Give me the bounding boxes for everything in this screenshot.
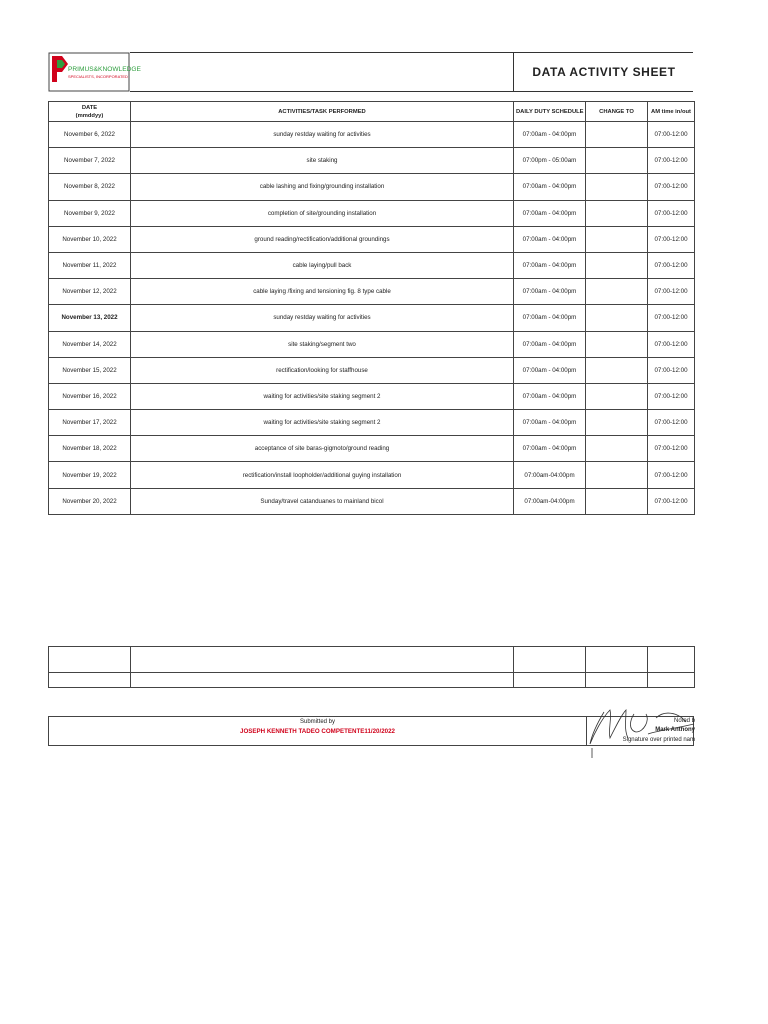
cell-date: November 18, 2022 <box>49 436 131 462</box>
summary-cell <box>49 647 131 673</box>
cell-schedule: 07:00am - 04:00pm <box>514 279 586 305</box>
summary-row <box>49 647 695 673</box>
table-header-row <box>49 102 695 122</box>
cell-activity: acceptance of site baras-gigmoto/ground reading <box>131 436 514 462</box>
cell-change <box>586 357 648 383</box>
header-schedule: DAILY DUTY SCHEDULE <box>514 102 586 122</box>
summary-cell <box>514 673 586 688</box>
cell-activity: rectification/looking for staffhouse <box>131 357 514 383</box>
cell-date: November 14, 2022 <box>49 331 131 357</box>
cell-schedule: 07:00am - 04:00pm <box>514 383 586 409</box>
cell-change <box>586 488 648 514</box>
submitter-name: JOSEPH KENNETH TADEO COMPETENTE11/20/2022 <box>240 728 395 735</box>
header-change: CHANGE TO <box>586 102 648 122</box>
summary-row <box>49 673 695 688</box>
table-row <box>49 410 695 436</box>
cell-am: 07:00-12:00 <box>648 331 695 357</box>
cell-am: 07:00-12:00 <box>648 436 695 462</box>
cell-schedule: 07:00am - 04:00pm <box>514 174 586 200</box>
cell-date: November 10, 2022 <box>49 226 131 252</box>
page-title: DATA ACTIVITY SHEET <box>532 65 676 79</box>
cell-schedule: 07:00pm - 05:00am <box>514 148 586 174</box>
table-row <box>49 436 695 462</box>
cell-activity: completion of site/grounding installation <box>131 200 514 226</box>
summary-cell <box>648 673 695 688</box>
cell-am: 07:00-12:00 <box>648 148 695 174</box>
table-row <box>49 226 695 252</box>
cell-am: 07:00-12:00 <box>648 252 695 278</box>
cell-schedule: 07:00am - 04:00pm <box>514 305 586 331</box>
table-row <box>49 279 695 305</box>
cell-date: November 15, 2022 <box>49 357 131 383</box>
cell-activity: cable laying /fixing and tensioning fig. 8 type cable <box>131 279 514 305</box>
table-row <box>49 305 695 331</box>
logo-tagline: SPECIALISTS, INCORPORATED <box>68 74 128 79</box>
cell-change <box>586 252 648 278</box>
cell-schedule: 07:00am-04:00pm <box>514 488 586 514</box>
cell-am: 07:00-12:00 <box>648 174 695 200</box>
cell-activity: site staking/segment two <box>131 331 514 357</box>
cell-schedule: 07:00am - 04:00pm <box>514 122 586 148</box>
cell-schedule: 07:00am - 04:00pm <box>514 252 586 278</box>
cell-date: November 7, 2022 <box>49 148 131 174</box>
table-row <box>49 357 695 383</box>
cell-change <box>586 174 648 200</box>
cell-am: 07:00-12:00 <box>648 200 695 226</box>
cell-change <box>586 279 648 305</box>
cell-date: November 9, 2022 <box>49 200 131 226</box>
cell-schedule: 07:00am-04:00pm <box>514 462 586 488</box>
cell-change <box>586 383 648 409</box>
summary-table <box>48 646 695 688</box>
activity-table <box>48 101 695 515</box>
cell-date: November 11, 2022 <box>49 252 131 278</box>
cell-date: November 6, 2022 <box>49 122 131 148</box>
table-row <box>49 331 695 357</box>
cell-date: November 13, 2022 <box>49 305 131 331</box>
summary-cell <box>648 647 695 673</box>
cell-activity: Sunday/travel catanduanes to mainland bicol <box>131 488 514 514</box>
cell-activity: site staking <box>131 148 514 174</box>
cell-schedule: 07:00am - 04:00pm <box>514 436 586 462</box>
table-row <box>49 462 695 488</box>
table-row <box>49 174 695 200</box>
company-logo <box>48 52 141 92</box>
cell-activity: waiting for activities/site staking segment 2 <box>131 383 514 409</box>
cell-activity: cable lashing and fixing/grounding installation <box>131 174 514 200</box>
cell-activity: rectification/install loopholder/additional guying installation <box>131 462 514 488</box>
table-row <box>49 252 695 278</box>
cell-change <box>586 331 648 357</box>
cell-am: 07:00-12:00 <box>648 383 695 409</box>
cell-date: November 8, 2022 <box>49 174 131 200</box>
table-row <box>49 200 695 226</box>
cell-change <box>586 226 648 252</box>
cell-schedule: 07:00am - 04:00pm <box>514 331 586 357</box>
cell-change <box>586 436 648 462</box>
signature-caption: Signature over printed nam <box>622 737 695 743</box>
cell-am: 07:00-12:00 <box>648 357 695 383</box>
cell-change <box>586 148 648 174</box>
cell-activity: waiting for activities/site staking segment 2 <box>131 410 514 436</box>
cell-schedule: 07:00am - 04:00pm <box>514 226 586 252</box>
summary-cell <box>514 647 586 673</box>
table-row <box>49 488 695 514</box>
header-date <box>49 102 131 122</box>
noted-by-label: Noted b <box>673 718 695 724</box>
noted-by-name: Mark Anthony <box>655 727 695 733</box>
header-date-label: DATE <box>81 104 98 111</box>
cell-activity: ground reading/rectification/additional groundings <box>131 226 514 252</box>
cell-date: November 16, 2022 <box>49 383 131 409</box>
cell-activity: cable laying/pull back <box>131 252 514 278</box>
summary-cell <box>586 673 648 688</box>
summary-cell <box>586 647 648 673</box>
cell-am: 07:00-12:00 <box>648 279 695 305</box>
table-row <box>49 383 695 409</box>
cell-date: November 19, 2022 <box>49 462 131 488</box>
handwritten-signature <box>586 704 694 760</box>
cell-schedule: 07:00am - 04:00pm <box>514 357 586 383</box>
cell-change <box>586 462 648 488</box>
header-date-format: (mmddyy) <box>75 112 104 119</box>
summary-cell <box>131 673 514 688</box>
cell-change <box>586 305 648 331</box>
cell-schedule: 07:00am - 04:00pm <box>514 200 586 226</box>
cell-date: November 20, 2022 <box>49 488 131 514</box>
cell-am: 07:00-12:00 <box>648 226 695 252</box>
header-activities: ACTIVITIES/TASK PERFORMED <box>131 102 514 122</box>
cell-am: 07:00-12:00 <box>648 305 695 331</box>
summary-cell <box>131 647 514 673</box>
cell-change <box>586 200 648 226</box>
table-row <box>49 122 695 148</box>
cell-am: 07:00-12:00 <box>648 410 695 436</box>
cell-am: 07:00-12:00 <box>648 462 695 488</box>
cell-am: 07:00-12:00 <box>648 122 695 148</box>
logo-wordmark: PRIMUS&KNOWLEDGE <box>68 66 141 73</box>
cell-activity: sunday restday waiting for activities <box>131 122 514 148</box>
cell-schedule: 07:00am - 04:00pm <box>514 410 586 436</box>
submitted-by-label: Submitted by <box>299 719 336 725</box>
cell-date: November 17, 2022 <box>49 410 131 436</box>
cell-activity: sunday restday waiting for activities <box>131 305 514 331</box>
cell-am: 07:00-12:00 <box>648 488 695 514</box>
header-am: AM time in/out <box>648 102 695 122</box>
cell-date: November 12, 2022 <box>49 279 131 305</box>
table-row <box>49 148 695 174</box>
cell-change <box>586 410 648 436</box>
summary-cell <box>49 673 131 688</box>
cell-change <box>586 122 648 148</box>
